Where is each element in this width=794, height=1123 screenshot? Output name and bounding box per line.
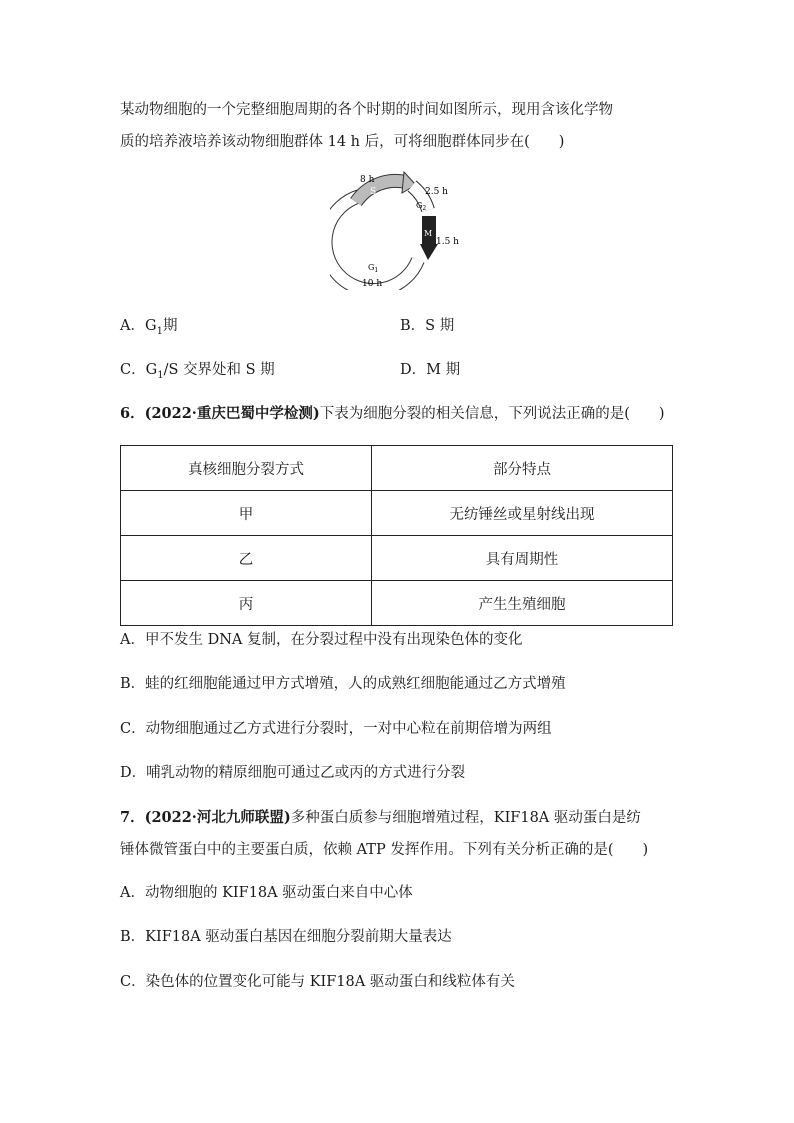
s-phase-label: S: [370, 187, 377, 197]
table-header: 真核细胞分裂方式: [121, 446, 372, 491]
table-row: [121, 581, 673, 626]
q5-option-d[interactable]: D．M 期: [400, 362, 461, 378]
q5-option-c[interactable]: C．$G_1/S$ 交界处和 S 期: [120, 362, 275, 381]
table-cell: 产生生殖细胞: [372, 581, 673, 626]
q7-source: (2022·河北九师联盟): [144, 809, 291, 826]
table-row: [121, 491, 673, 536]
q7-option-b[interactable]: B．KIF18A 驱动蛋白基因在细胞分裂前期大量表达: [120, 929, 452, 945]
q6-source: (2022·重庆巴蜀中学检测): [144, 405, 320, 422]
q6-option-b[interactable]: B．蛙的红细胞能通过甲方式增殖，人的成熟红细胞能通过乙方式增殖: [120, 676, 566, 692]
m-time-label: 1.5 h: [436, 237, 459, 247]
q5-stem-line2: 质的培养液培养该动物细胞群体 14 h 后，可将细胞群体同步在( ): [120, 134, 565, 150]
q7-option-a[interactable]: A．动物细胞的 KIF18A 驱动蛋白来自中心体: [120, 885, 413, 901]
s-time-label: 8 h: [360, 175, 375, 185]
m-phase-label: M: [424, 229, 433, 238]
cell-division-table: [120, 445, 673, 626]
q5-stem-line1: 某动物细胞的一个完整细胞周期的各个时期的时间如图所示，现用含该化学物: [120, 102, 613, 118]
g1-time-label: 10 h: [362, 279, 383, 289]
q6-stem: 6．(2022·重庆巴蜀中学检测)下表为细胞分裂的相关信息，下列说法正确的是( ): [120, 405, 665, 422]
table-cell: 甲: [121, 491, 372, 536]
table-row: [121, 536, 673, 581]
cell-cycle-diagram: [330, 168, 470, 290]
q7-stem-line2: 锤体微管蛋白中的主要蛋白质，依赖 ATP 发挥作用。下列有关分析正确的是( ): [120, 842, 649, 858]
q7-option-c[interactable]: C．染色体的位置变化可能与 KIF18A 驱动蛋白和线粒体有关: [120, 974, 515, 990]
q6-option-c[interactable]: C．动物细胞通过乙方式进行分裂时，一对中心粒在前期倍增为两组: [120, 721, 552, 737]
table-header: 部分特点: [372, 446, 673, 491]
q5-option-a[interactable]: A．$G_1$期: [120, 318, 178, 337]
q6-option-d[interactable]: D．哺乳动物的精原细胞可通过乙或丙的方式进行分裂: [120, 765, 466, 781]
q6-option-a[interactable]: A．甲不发生 DNA 复制，在分裂过程中没有出现染色体的变化: [120, 632, 523, 648]
g2-time-label: 2.5 h: [425, 187, 448, 197]
table-cell: 无纺锤丝或星射线出现: [372, 491, 673, 536]
q7-stem-line1: 7．(2022·河北九师联盟)多种蛋白质参与细胞增殖过程，KIF18A 驱动蛋白是纺: [120, 809, 641, 826]
table-cell: 丙: [121, 581, 372, 626]
table-cell: 具有周期性: [372, 536, 673, 581]
table-header-row: [121, 446, 673, 491]
q5-option-b[interactable]: B．S 期: [400, 318, 455, 334]
g2-phase-label: $G_2$: [416, 201, 427, 212]
g1-phase-label: $G_1$: [368, 263, 379, 274]
table-cell: 乙: [121, 536, 372, 581]
